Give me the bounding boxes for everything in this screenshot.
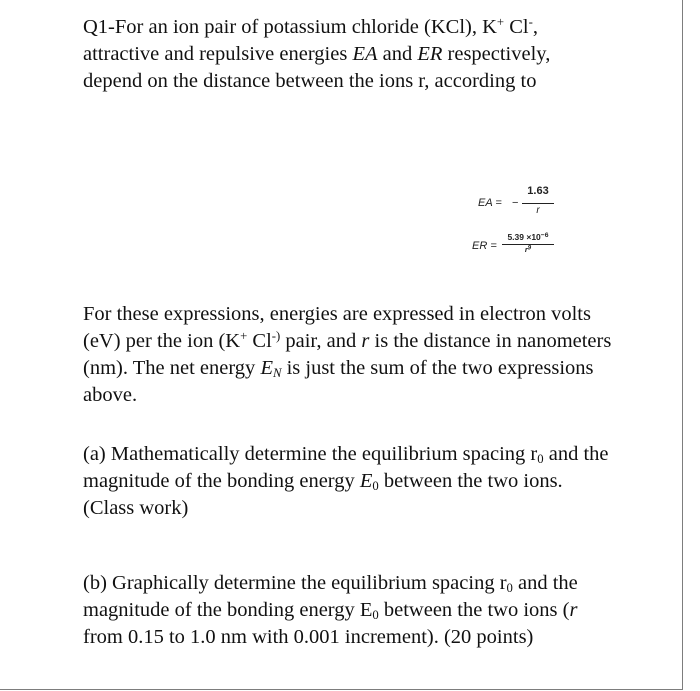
part-a-line-2 [83, 468, 643, 495]
question-line-2-text: attractive and repulsive energies [83, 43, 353, 65]
expressions-line-3-text: (nm). The net energy [83, 357, 261, 379]
part-b-line-2-text: magnitude of the bonding energy E [83, 599, 373, 621]
part-a-line-3: (Class work) [83, 497, 189, 519]
part-b-line-1-tail: and the [512, 572, 578, 594]
question-line-3: depend on the distance between the ions r, according to [83, 70, 537, 92]
equation-er-lhs: ER = [472, 240, 497, 252]
part-a-line-1-text: (a) Mathematically determine the equilibrium spacing r [83, 443, 538, 465]
potassium-charge-2: + [240, 329, 248, 344]
question-intro [83, 14, 643, 95]
expressions-line-3 [83, 355, 643, 382]
question-line-1 [83, 14, 643, 41]
equation-er-numerator-base: 5.39 ×10 [507, 232, 541, 242]
expressions-line-1: For these expressions, energies are expressed in electron volts [83, 303, 591, 325]
part-a-line-2-tail: between the two ions. [378, 470, 563, 492]
part-a-paragraph [83, 441, 643, 522]
net-energy-symbol: E [260, 357, 273, 379]
expressions-line-2-text: (eV) per the ion (K [83, 330, 241, 352]
expressions-line-2-mid: pair, and [280, 330, 362, 352]
question-line-2-and: and [377, 43, 418, 65]
question-line-2 [83, 41, 643, 68]
net-energy-subscript: N [272, 366, 282, 381]
part-b-line-2 [83, 597, 643, 624]
chloride-symbol: Cl [504, 16, 529, 38]
equation-er [472, 232, 562, 260]
chloride-charge: - [528, 15, 533, 30]
part-b-line-3: from 0.15 to 1.0 nm with 0.001 increment). (20 points) [83, 626, 534, 648]
equation-er-denominator-base: r [524, 245, 528, 254]
part-b-line-1 [83, 570, 643, 597]
part-b-line-2-mid: between the two ions ( [378, 599, 570, 621]
chloride-charge-2: -) [271, 329, 281, 344]
part-b-r-symbol: r [569, 599, 578, 621]
question-line-1-tail: , [532, 16, 538, 38]
bonding-energy-symbol: E [359, 470, 373, 492]
equation-ea-sign: − [512, 197, 519, 209]
part-a-r0-subscript: 0 [537, 452, 544, 467]
equation-ea-lhs: EA = [478, 197, 502, 209]
part-b-paragraph [83, 570, 643, 651]
part-a-line-2-text: magnitude of the bonding energy [83, 470, 360, 492]
equation-er-denominator-exponent: 9 [527, 245, 532, 252]
chloride-symbol-2: Cl [247, 330, 272, 352]
r-symbol: r [361, 330, 370, 352]
equation-ea-denominator: r [536, 205, 540, 216]
expressions-line-2-tail: is the distance in nanometers [369, 330, 612, 352]
potassium-charge: + [496, 15, 505, 30]
ea-symbol: EA [352, 43, 378, 65]
question-line-2-tail: respectively, [442, 43, 551, 65]
equation-er-numerator [502, 232, 554, 242]
expressions-line-4: above. [83, 384, 138, 406]
part-b-r0-subscript: 0 [506, 581, 513, 596]
er-symbol: ER [417, 43, 443, 65]
expressions-line-3-tail: is just the sum of the two expressions [281, 357, 594, 379]
expressions-paragraph [83, 301, 643, 409]
part-b-e0-subscript: 0 [372, 608, 379, 623]
question-lead-text: Q1-For an ion pair of potassium chloride (KCl), K [83, 16, 497, 38]
part-a-line-1-tail: and the [543, 443, 609, 465]
part-b-line-1-text: (b) Graphically determine the equilibrium spacing r [83, 572, 507, 594]
equation-ea [478, 185, 558, 219]
expressions-line-2 [83, 328, 643, 355]
equation-ea-fraction-bar [522, 203, 554, 204]
equation-ea-numerator: 1.63 [527, 185, 549, 197]
bonding-energy-subscript: 0 [372, 479, 379, 494]
equation-er-denominator [502, 245, 554, 254]
equation-er-numerator-exponent: −6 [540, 231, 549, 239]
part-a-line-1 [83, 441, 643, 468]
